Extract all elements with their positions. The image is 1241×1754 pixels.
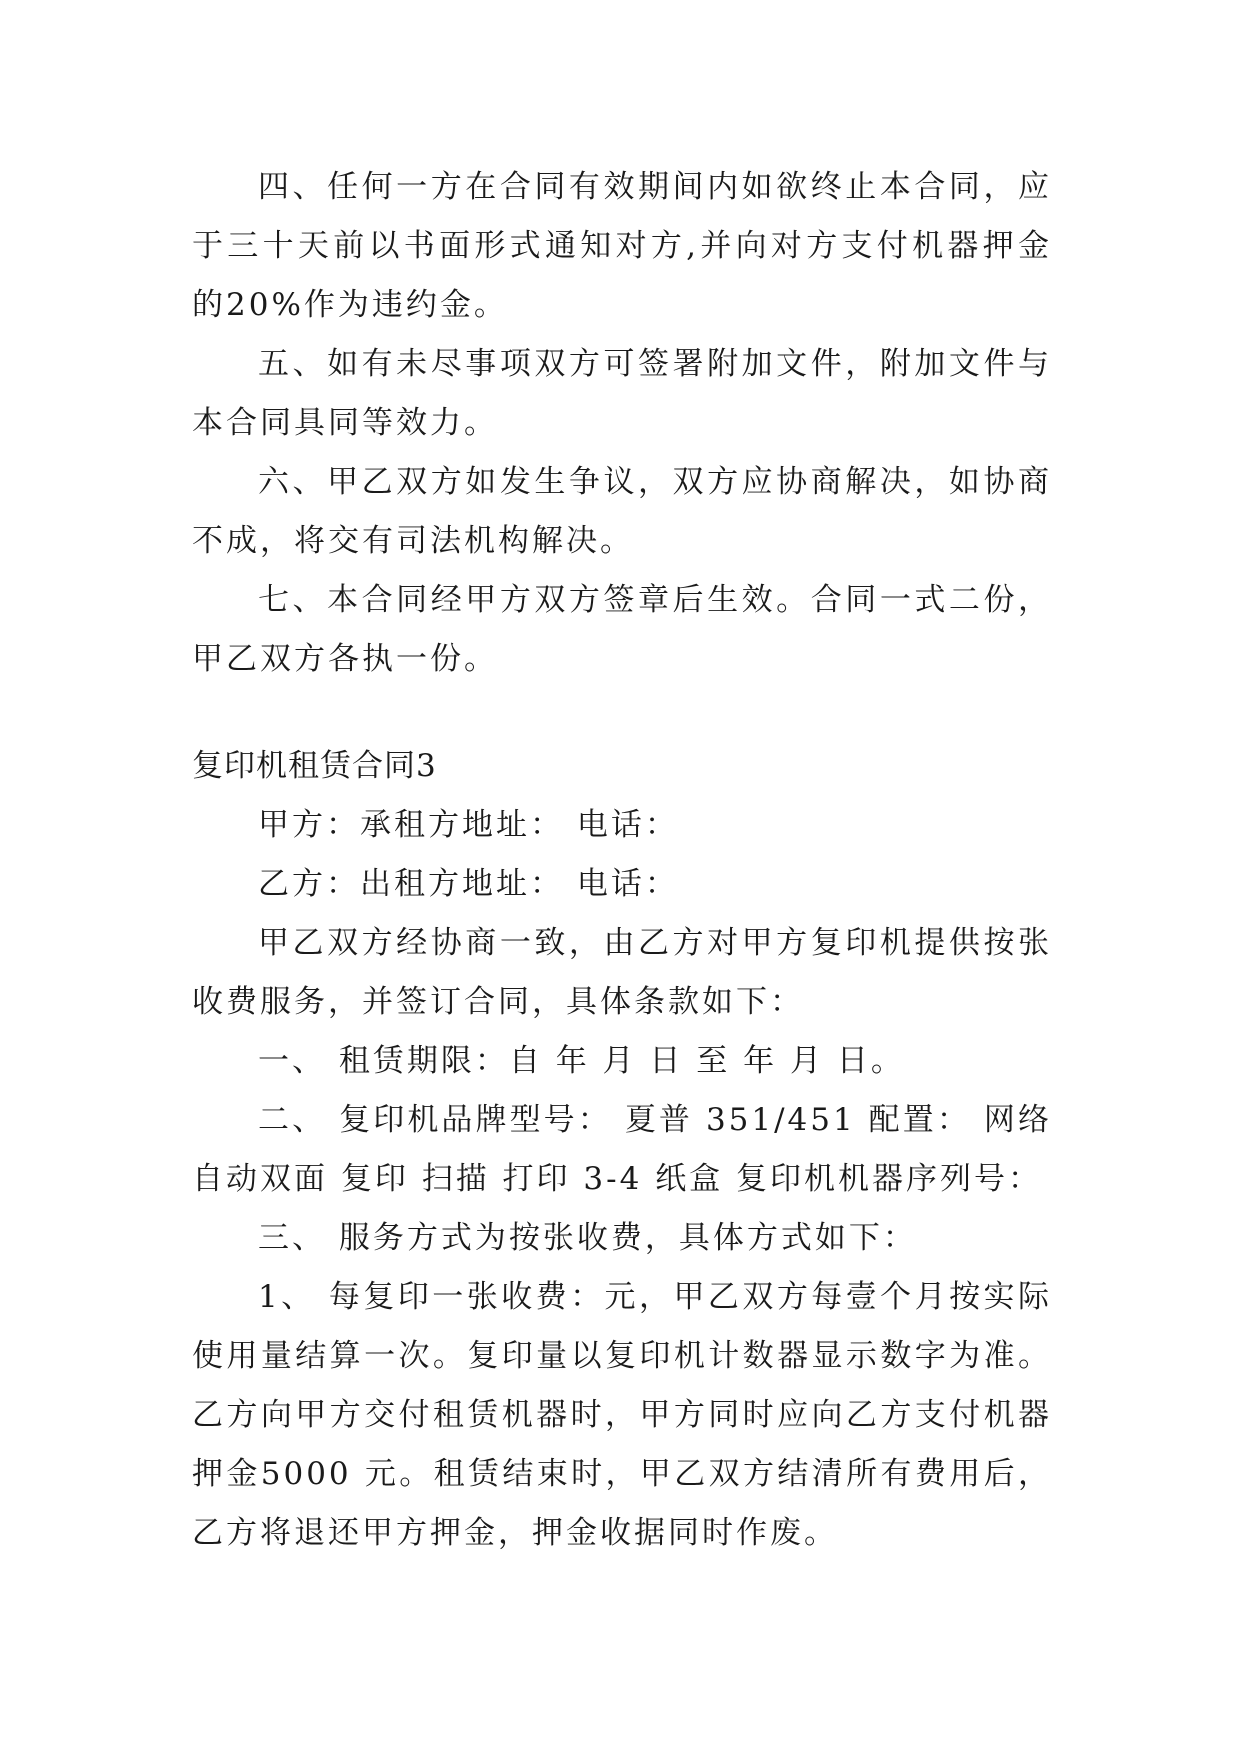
fee-clause: 1、 每复印一张收费：元，甲乙双方每壹个月按实际使用量结算一次。复印量以复印机计数器显示数字为准。乙方向甲方交付租赁机器时，甲方同时应向乙方支付机器押金5000 元。租赁结束时，甲乙双方结清所有费用后，乙方将退还甲方押金，押金收据同时作废。 — [192, 1279, 1052, 1551]
clause-seven: 七、本合同经甲方双方签章后生效。合同一式二份，甲乙双方各执一份。 — [192, 582, 1052, 677]
party-a-line: 甲方：承租方地址： 电话： — [258, 807, 679, 843]
clause-five: 五、如有未尽事项双方可签署附加文件，附加文件与本合同具同等效力。 — [192, 346, 1052, 441]
clause-six: 六、甲乙双方如发生争议，双方应协商解决，如协商不成，将交有司法机构解决。 — [192, 464, 1052, 559]
contract-title: 复印机租赁合同3 — [192, 748, 437, 784]
term-clause: 一、 租赁期限：自 年 月 日 至 年 月 日。 — [258, 1043, 905, 1079]
service-clause: 三、 服务方式为按张收费，具体方式如下： — [258, 1220, 917, 1256]
party-b-line: 乙方：出租方地址： 电话： — [258, 866, 679, 902]
section-gap — [192, 689, 1052, 737]
document-page — [192, 158, 1052, 1563]
clause-four: 四、任何一方在合同有效期间内如欲终止本合同，应于三十天前以书面形式通知对方,并向对方支付机器押金的20%作为违约金。 — [192, 169, 1052, 323]
preamble: 甲乙双方经协商一致，由乙方对甲方复印机提供按张收费服务，并签订合同，具体条款如下： — [192, 925, 1052, 1020]
model-clause: 二、 复印机品牌型号： 夏普 351/451 配置： 网络 自动双面 复印 扫描 打印 3-4 纸盒 复印机机器序列号： — [192, 1102, 1052, 1197]
